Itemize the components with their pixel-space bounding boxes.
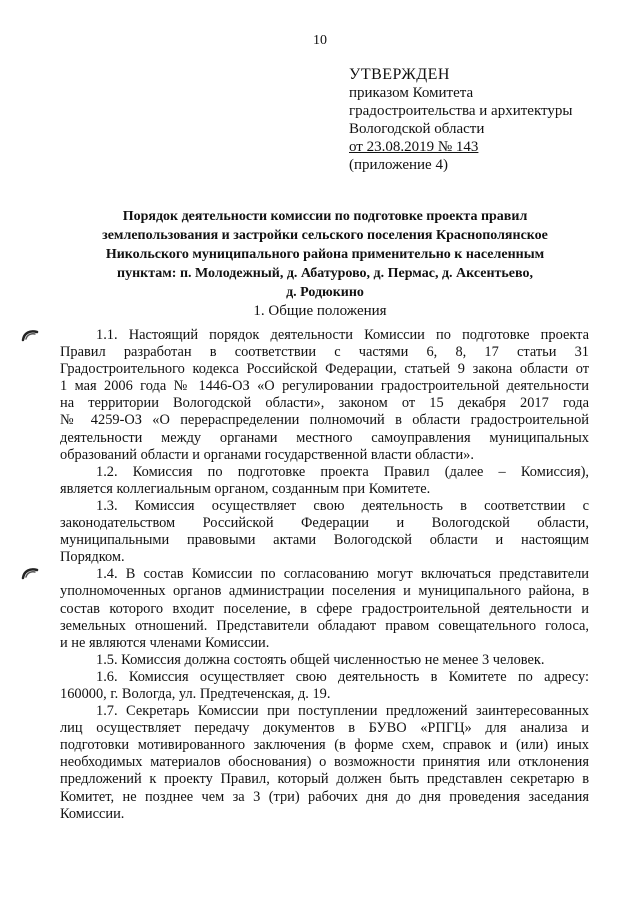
document-title: [70, 207, 580, 302]
paragraph: [60, 327, 589, 464]
document-body: [60, 327, 589, 823]
approval-line-appendix: (приложение 4): [349, 157, 448, 173]
paragraph-line: подготовки мотивированного заключения (в форме схем, справок и (или) иных: [60, 737, 589, 754]
paragraph-line: 1.2. Комиссия по подготовке проекта Правил (далее – Комиссия),: [96, 463, 589, 480]
paragraph: [60, 464, 589, 498]
document-title-line: землепользования и застройки сельского поселения Краснополянское: [102, 228, 548, 243]
paragraph-line: 1.3. Комиссия осуществляет свою деятельность в соответствии с: [96, 497, 589, 514]
paragraph-line: земельных отношений. Представители обладают правом совещательного голоса,: [60, 617, 589, 634]
document-title-line: пунктам: п. Молодежный, д. Абатурово, д. Пермас, д. Аксентьево,: [117, 266, 533, 281]
paragraph-line: на территории Вологодской области», законом от 15 декабря 2017 года: [60, 395, 589, 412]
paragraph-line: Правил разработан в соответствии с частями 6, 8, 17 статьи 31: [60, 344, 589, 361]
page-number: 10: [313, 33, 327, 48]
approval-line-committee: градостроительства и архитектуры: [349, 103, 573, 119]
paragraph: [60, 652, 589, 669]
document-title-line: Порядок деятельности комиссии по подготовке проекта правил: [122, 209, 528, 224]
approval-line-order: приказом Комитета: [349, 85, 474, 101]
paragraph: [60, 703, 589, 823]
paragraph-line: предложений к проекту Правил, который должен быть представлен секретарю в: [60, 771, 589, 788]
paragraph-line: Комиссии.: [60, 805, 125, 822]
paragraph-line: законодательством Российской Федерации и Вологодской области,: [60, 515, 589, 532]
paragraph-line: 1 мая 2006 года № 1446-ОЗ «О регулировании градостроительной деятельности: [60, 378, 589, 395]
paragraph-line: и не являются членами Комиссии.: [60, 634, 270, 651]
document-title-line: д. Родюкино: [286, 285, 364, 300]
paragraph-line: уполномоченных органов администрации поселения и муниципального района, в: [60, 583, 589, 600]
paragraph-line: 1.5. Комиссия должна состоять общей численностью не менее 3 человек.: [96, 651, 545, 668]
approval-line-region: Вологодской области: [349, 121, 485, 137]
paragraph-line: 1.1. Настоящий порядок деятельности Комиссии по подготовке проекта: [96, 327, 589, 343]
paragraph-line: 1.6. Комиссия осуществляет свою деятельность в Комитете по адресу:: [96, 668, 589, 685]
paragraph-line: 160000, г. Вологда, ул. Предтеченская, д. 19.: [60, 685, 331, 702]
paragraph-line: деятельности между органами местного самоуправления муниципальных: [60, 429, 589, 446]
paragraph-line: № 4259-ОЗ «О перераспределении полномочий в области градостроительной: [60, 412, 589, 429]
document-title-line: Никольского муниципального района применительно к населенным: [105, 247, 545, 262]
paragraph-line: Комитет, не позднее чем за 3 (три) рабочих дня до дня проведения заседания: [60, 788, 589, 805]
scan-hole-punch-mark-icon: [20, 325, 40, 345]
paragraph-line: образований области и органами государственной власти области».: [60, 446, 474, 463]
paragraph-line: Порядком.: [60, 549, 125, 566]
paragraph-line: муниципальными правовыми актами Вологодской области и настоящим: [60, 532, 589, 549]
paragraph-line: лиц осуществляет передачу документов в БУВО «РПГЦ» для анализа и: [60, 720, 589, 737]
paragraph-line: 1.4. В состав Комиссии по согласованию могут включаться представители: [96, 566, 589, 583]
paragraph-line: 1.7. Секретарь Комиссии при поступлении предложений заинтересованных: [96, 703, 589, 720]
approval-line-date-number: от 23.08.2019 № 143: [349, 139, 479, 155]
paragraph: [60, 669, 589, 703]
scan-hole-punch-mark-icon: [20, 563, 40, 583]
paragraph-line: необходимых материалов обоснования) о возможности принятия или отклонения: [60, 754, 589, 771]
section-heading: 1. Общие положения: [253, 303, 387, 319]
paragraph-line: является коллегиальным органом, созданным при Комитете.: [60, 480, 431, 497]
paragraph-line: состав которого входит поселение, в сфере градостроительной деятельности и: [60, 600, 589, 617]
paragraph-line: Градостроительного кодекса Российской Федерации, статьей 9 закона области от: [60, 361, 589, 378]
paragraph: [60, 498, 589, 566]
approval-stamp-block: [349, 66, 572, 174]
approval-heading: УТВЕРЖДЕН: [349, 66, 450, 83]
paragraph: [60, 566, 589, 651]
